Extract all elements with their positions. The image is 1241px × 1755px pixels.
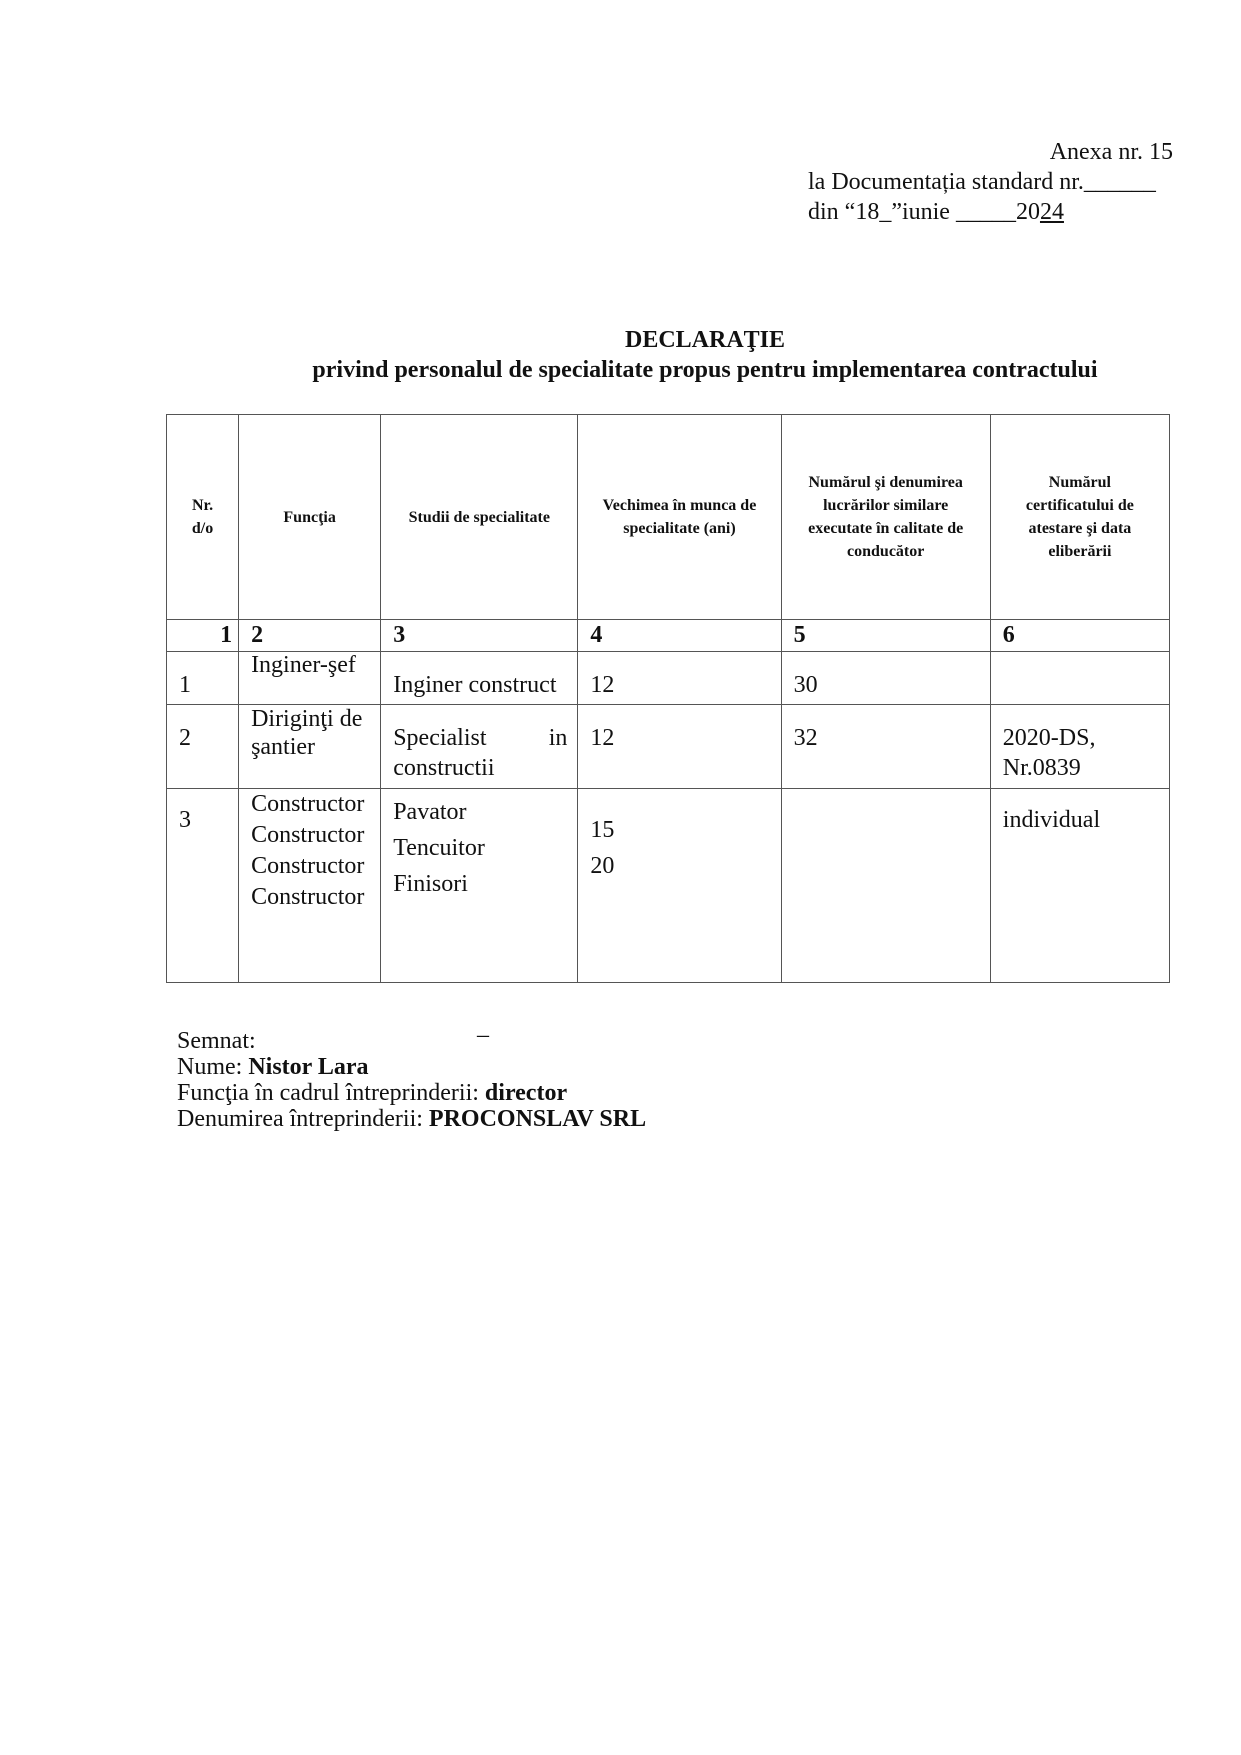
company-line xyxy=(177,1106,646,1132)
header-vechime: Vechimea în munca de specialitate (ani) xyxy=(578,415,781,620)
row-3-certificat: individual xyxy=(990,789,1169,983)
col-number-2: 2 xyxy=(239,620,381,652)
title-line-2: privind personalul de specialitate propus pentru implementarea contractului xyxy=(312,357,1098,383)
function-line xyxy=(177,1080,646,1106)
row-2-certificat: 2020-DS, Nr.0839 xyxy=(990,705,1169,789)
row-3-functia: Constructor Constructor Constructor Constructor xyxy=(239,789,381,983)
company-value: PROCONSLAV SRL xyxy=(428,1106,647,1132)
table-row xyxy=(167,789,1170,983)
row-2-lucrari: 32 xyxy=(781,705,990,789)
row-3-studii: Pavator Tencuitor Finisori xyxy=(381,789,578,983)
annex-date xyxy=(808,197,1183,227)
header-functia: Funcţia xyxy=(239,415,381,620)
annex-date-prefix: din “18_”iunie _____20 xyxy=(808,199,1040,225)
signature-block xyxy=(177,1022,647,1132)
table-row xyxy=(167,652,1170,705)
row-1-studii: Inginer construct xyxy=(381,652,578,705)
title-line-1: DECLARAŢIE xyxy=(624,327,786,353)
table-header-row xyxy=(167,415,1170,620)
signature-mark: – xyxy=(477,1022,489,1048)
declaration-title xyxy=(160,325,1241,385)
row-1-lucrari: 30 xyxy=(781,652,990,705)
annex-number: Anexa nr. 15 xyxy=(1049,139,1173,165)
name-label: Nume: xyxy=(177,1054,243,1080)
header-lucrari: Numărul şi denumirea lucrărilor similare executate în calitate de conducător xyxy=(781,415,990,620)
company-label: Denumirea întreprinderii: xyxy=(177,1106,423,1132)
table-row xyxy=(167,705,1170,789)
row-1-vechime: 12 xyxy=(578,652,781,705)
col-number-6: 6 xyxy=(990,620,1169,652)
col-number-4: 4 xyxy=(578,620,781,652)
row-2-vechime: 12 xyxy=(578,705,781,789)
annex-document-ref: la Documentația standard nr.______ xyxy=(808,169,1156,195)
row-2-studii: Specialist in constructii xyxy=(381,705,578,789)
function-value: director xyxy=(484,1080,568,1106)
row-1-functia: Inginer-şef xyxy=(239,652,381,705)
annex-reference xyxy=(808,137,1183,227)
row-3-nr: 3 xyxy=(167,789,239,983)
header-nr: Nr. d/o xyxy=(167,415,239,620)
row-2-functia: Diriginţi de şantier xyxy=(239,705,381,789)
row-1-nr: 1 xyxy=(167,652,239,705)
name-line xyxy=(177,1054,646,1080)
signed-label: Semnat: xyxy=(177,1028,256,1054)
annex-date-year: 24 xyxy=(1039,199,1064,225)
function-label: Funcţia în cadrul întreprinderii: xyxy=(177,1080,479,1106)
row-1-certificat xyxy=(990,652,1169,705)
row-3-vechime: 15 20 xyxy=(578,789,781,983)
header-certificat: Numărul certificatului de atestare şi data eliberării xyxy=(990,415,1169,620)
column-number-row xyxy=(167,620,1170,652)
signed-line xyxy=(177,1022,646,1054)
col-number-3: 3 xyxy=(381,620,578,652)
header-studii: Studii de specialitate xyxy=(381,415,578,620)
col-number-5: 5 xyxy=(781,620,990,652)
col-number-1: 1 xyxy=(167,620,239,652)
row-2-nr: 2 xyxy=(167,705,239,789)
personnel-table xyxy=(166,414,1170,983)
row-3-lucrari xyxy=(781,789,990,983)
name-value: Nistor Lara xyxy=(248,1054,369,1080)
